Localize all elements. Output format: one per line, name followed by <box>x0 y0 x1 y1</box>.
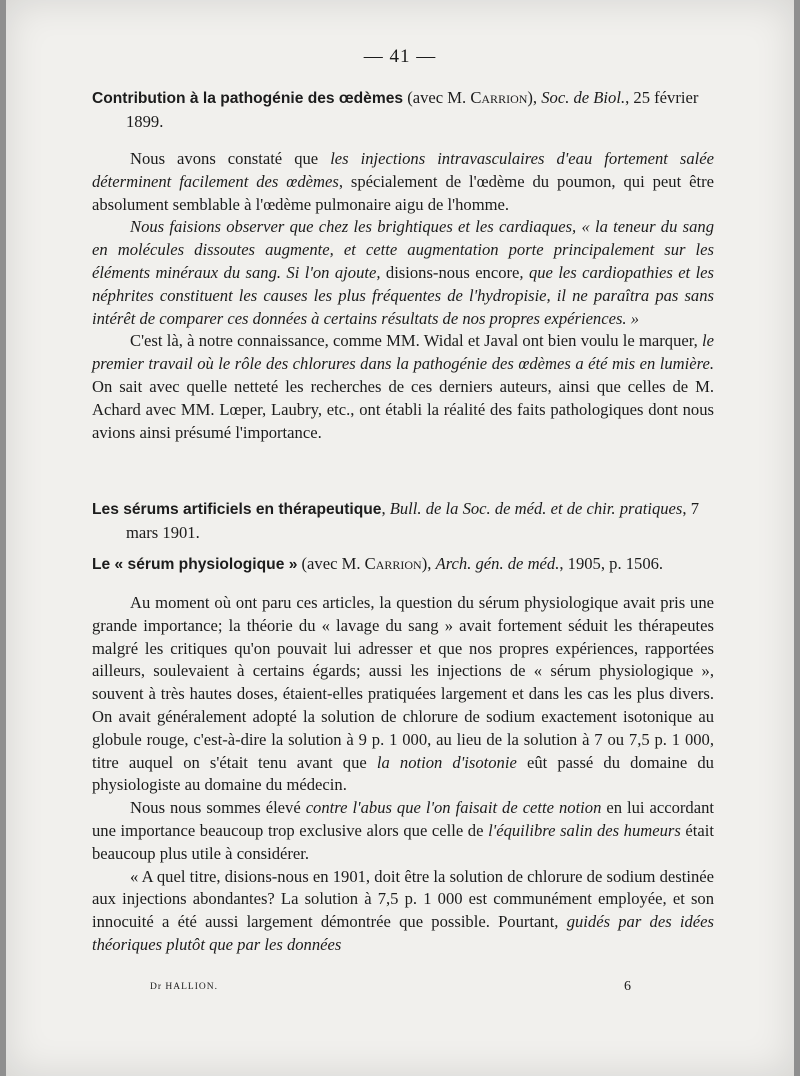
entry-3-body <box>92 592 714 957</box>
paragraph: Nous avons constaté que les injections intravasculaires d'eau fortement salée déterminent facilement des œdèmes, spécialement de l'œdème du poumon, qui peut être absolument semblable à l'œdème pulmonaire aigu de l'homme. <box>92 149 714 214</box>
signature-mark: Dr HALLION. <box>150 982 218 992</box>
paragraph: Au moment où ont paru ces articles, la question du sérum physiologique avait pris une grande importance; la théorie du « lavage du sang » avait fortement séduit les thérapeutes malgré les critiques qu'on pouvait lui adresser et que nos propres expériences, rapportées ailleurs, soulevaient à certains égards; aussi les injections de « sérum physiologique », souvent à très hautes doses, étaient-elles pratiquées largement et dans les cas les plus divers. On avait généralement adopté la solution de chlorure de sodium exactement isotonique au globule rouge, c'est-à-dire la solution à 9 p. 1 000, au lieu de la solution à 7 ou 7,5 p. 1 000, titre auquel on s'était tenu avant que la notion d'isotonie eût passé du domaine du physiologiste au domaine du médecin. <box>92 593 714 795</box>
coauthor: Carrion <box>364 554 422 573</box>
journal: Arch. gén. de méd. <box>435 554 560 573</box>
entry-date: , 25 février 1899. <box>126 88 699 131</box>
entry-title: Les sérums artificiels en thérapeutique <box>92 501 382 518</box>
paragraph: C'est là, à notre connaissance, comme MM. Widal et Javal ont bien voulu le marquer, le premier travail où le rôle des chlorures dans la pathogénie des œdèmes a été mis en lumière. On sait avec quelle netteté les recherches de ces derniers auteurs, ainsi que celles de M. Achard avec MM. Lœper, Laubry, etc., ont établi la réalité des faits pathologiques dont nous avions ainsi présumé l'importance. <box>92 331 714 442</box>
entry-title: Le « sérum physiologique » <box>92 556 298 573</box>
bibliography-entry-3: Le « sérum physiologique » (avec M. Carrion), Arch. gén. de méd., 1905, p. 1506. <box>92 554 664 573</box>
journal: Soc. de Biol. <box>541 88 626 107</box>
sheet-number: 6 <box>624 979 632 994</box>
paragraph: Nous faisions observer que chez les brightiques et les cardiaques, « la teneur du sang en molécules dissoutes augmente, et cette augmentation porte principalement sur les éléments minéraux du sang. Si l'on ajoute, disions-nous encore, que les cardiopathies et les néphrites constituent les causes les plus fréquentes de l'hydropisie, il ne paraîtra pas sans intérêt de comparer ces données à certains résultats de nos propres expériences. » <box>92 217 714 328</box>
entry-1-body <box>92 148 714 444</box>
entry-date: , 1905, p. 1506. <box>559 554 664 573</box>
paragraph: Nous nous sommes élevé contre l'abus que l'on faisait de cette notion en lui accordant une importance beaucoup trop exclusive alors que celle de l'équilibre salin des humeurs était beaucoup plus utile à considérer. <box>92 798 714 863</box>
entry-date: , 7 mars 1901. <box>126 499 699 542</box>
journal: Bull. de la Soc. de méd. et de chir. pratiques <box>389 499 683 518</box>
page-number: — 41 — <box>363 46 437 67</box>
coauthor: Carrion <box>470 88 528 107</box>
bibliography-entry-2: Les sérums artificiels en thérapeutique, Bull. de la Soc. de méd. et de chir. pratiques, 7 mars 1901. <box>92 499 699 542</box>
bibliography-entry-1: Contribution à la pathogénie des œdèmes (avec M. Carrion), Soc. de Biol., 25 février 1899. <box>92 88 699 131</box>
entry-title: Contribution à la pathogénie des œdèmes <box>92 90 404 107</box>
paragraph: « A quel titre, disions-nous en 1901, doit être la solution de chlorure de sodium destinée aux injections abondantes? La solution à 7,5 p. 1 000 est communément employée, et son innocuité a été aussi largement démontrée que possible. Pourtant, guidés par des idées théoriques plutôt que par les données <box>92 866 714 954</box>
document-page <box>6 0 794 1076</box>
